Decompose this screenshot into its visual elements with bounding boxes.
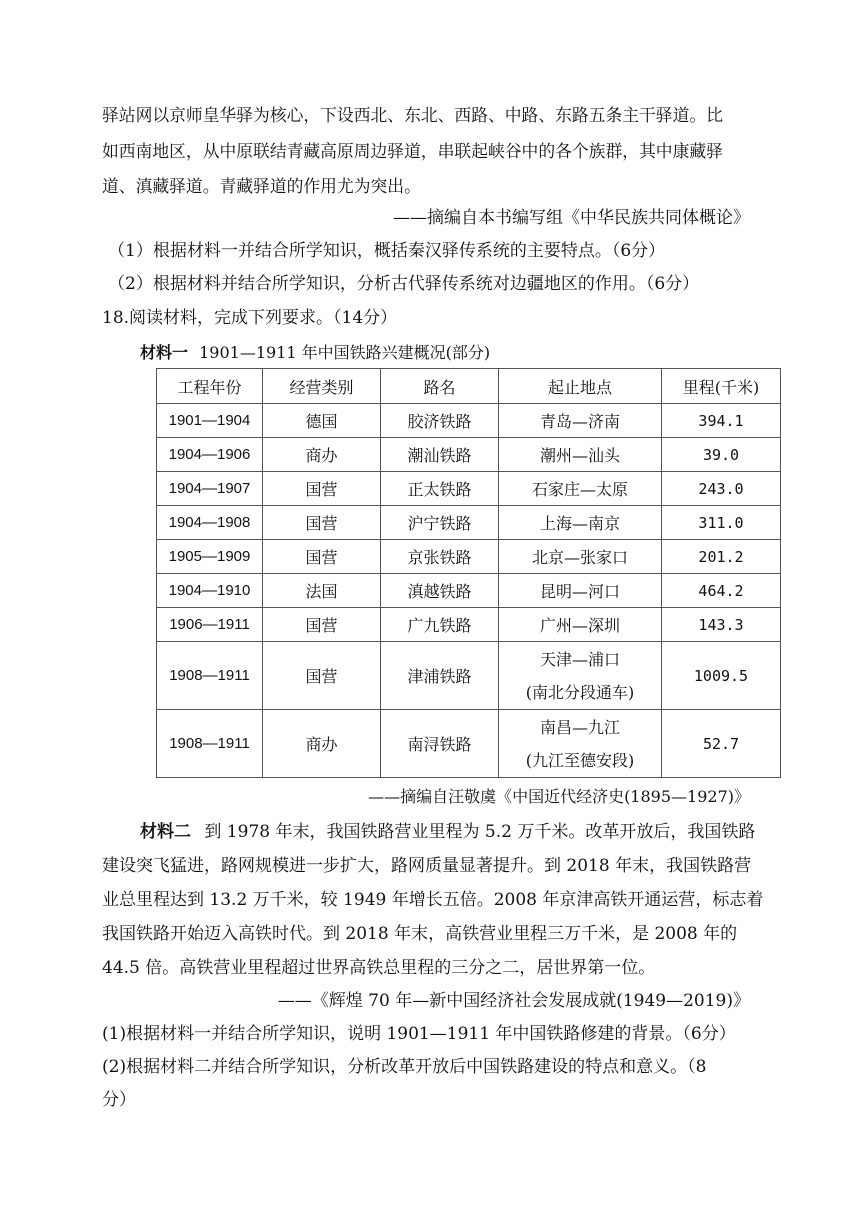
table-row bbox=[157, 608, 781, 642]
material-line-3: 道、滇藏驿道。青藏驿道的作用尤为突出。 bbox=[102, 176, 421, 196]
cell-km: 394.1 bbox=[662, 404, 781, 438]
cell-km: 39.0 bbox=[662, 438, 781, 472]
material-line-2: 如西南地区，从中原联结青藏高原周边驿道，串联起峡谷中的各个族群，其中康藏驿 bbox=[102, 141, 723, 161]
material-line-1: 驿站网以京师皇华驿为核心，下设西北、东北、西路、中路、东路五条主干驿道。比 bbox=[102, 105, 723, 125]
table-row bbox=[157, 438, 781, 472]
cell-type: 商办 bbox=[263, 710, 381, 778]
cell-km: 243.0 bbox=[662, 472, 781, 506]
cell-type: 国营 bbox=[263, 608, 381, 642]
cell-years: 1904—1906 bbox=[157, 438, 263, 472]
material2-line-5: 44.5 倍。高铁营业里程超过世界高铁总里程的三分之二，居世界第一位。 bbox=[102, 958, 656, 978]
material1-source: ——摘编自汪敬虞《中国近代经济史(1895—1927)》 bbox=[368, 787, 750, 806]
material2-label: 材料二 bbox=[140, 822, 191, 842]
column-header-name: 路名 bbox=[381, 369, 499, 404]
route-main: 天津—浦口 bbox=[539, 649, 620, 669]
cell-name: 正太铁路 bbox=[381, 472, 499, 506]
cell-route bbox=[499, 710, 662, 778]
table-header-row bbox=[157, 369, 781, 404]
cell-km: 201.2 bbox=[662, 540, 781, 574]
cell-type: 国营 bbox=[263, 472, 381, 506]
material1-title: 1901—1911 年中国铁路兴建概况(部分) bbox=[199, 343, 491, 362]
material2-line-1 bbox=[140, 824, 755, 841]
cell-years: 1906—1911 bbox=[157, 608, 263, 642]
cell-name: 京张铁路 bbox=[381, 540, 499, 574]
table-row bbox=[157, 642, 781, 710]
cell-type: 法国 bbox=[263, 574, 381, 608]
railway-table bbox=[156, 368, 781, 778]
q17-sub-question-1: （1）根据材料一并结合所学知识，概括秦汉驿传系统的主要特点。（6分） bbox=[108, 241, 666, 261]
material2-line-3: 业总里程达到 13.2 万千米，较 1949 年增长五倍。2008 年京津高铁开通运营，标志着 bbox=[102, 890, 764, 910]
cell-km: 52.7 bbox=[662, 710, 781, 778]
table-row bbox=[157, 710, 781, 778]
cell-km: 143.3 bbox=[662, 608, 781, 642]
cell-name: 胶济铁路 bbox=[381, 404, 499, 438]
q18-sub-question-2: (2)根据材料二并结合所学知识，分析改革开放后中国铁路建设的特点和意义。（8 bbox=[102, 1057, 707, 1077]
column-header-km: 里程(千米) bbox=[662, 369, 781, 404]
cell-years: 1904—1908 bbox=[157, 506, 263, 540]
material-source: ——摘编自本书编写组《中华民族共同体概论》 bbox=[393, 208, 750, 228]
cell-name: 南浔铁路 bbox=[381, 710, 499, 778]
table-row bbox=[157, 574, 781, 608]
column-header-type: 经营类别 bbox=[263, 369, 381, 404]
q18-sub-question-2-cont: 分） bbox=[102, 1090, 136, 1110]
cell-years: 1904—1907 bbox=[157, 472, 263, 506]
cell-route: 上海—南京 bbox=[499, 506, 662, 540]
route-main: 南昌—九江 bbox=[539, 717, 620, 737]
cell-type: 国营 bbox=[263, 642, 381, 710]
material1-label: 材料一 bbox=[140, 343, 189, 362]
cell-type: 德国 bbox=[263, 404, 381, 438]
cell-name: 津浦铁路 bbox=[381, 642, 499, 710]
cell-route: 潮州—汕头 bbox=[499, 438, 662, 472]
cell-route: 青岛—济南 bbox=[499, 404, 662, 438]
cell-route: 北京—张家口 bbox=[499, 540, 662, 574]
material2-line-4: 我国铁路开始迈入高铁时代。到 2018 年末，高铁营业里程三万千米，是 2008 年的 bbox=[102, 924, 738, 944]
cell-years: 1901—1904 bbox=[157, 404, 263, 438]
material1-title-line bbox=[140, 345, 490, 361]
cell-km: 1009.5 bbox=[662, 642, 781, 710]
cell-name: 广九铁路 bbox=[381, 608, 499, 642]
cell-years: 1908—1911 bbox=[157, 642, 263, 710]
table-row bbox=[157, 506, 781, 540]
cell-route: 广州—深圳 bbox=[499, 608, 662, 642]
material2-line-2: 建设突飞猛进，路网规模进一步扩大，路网质量显著提升。到 2018 年末，我国铁路营 bbox=[102, 856, 752, 876]
cell-name: 滇越铁路 bbox=[381, 574, 499, 608]
column-header-years: 工程年份 bbox=[157, 369, 263, 404]
route-note: (九江至德安段) bbox=[525, 750, 635, 770]
cell-type: 国营 bbox=[263, 540, 381, 574]
route-note: (南北分段通车) bbox=[525, 682, 635, 702]
cell-route: 石家庄—太原 bbox=[499, 472, 662, 506]
cell-years: 1904—1910 bbox=[157, 574, 263, 608]
table-row bbox=[157, 472, 781, 506]
table-row bbox=[157, 404, 781, 438]
q17-sub-question-2: （2）根据材料并结合所学知识，分析古代驿传系统对边疆地区的作用。（6分） bbox=[108, 274, 700, 294]
material2-text-1: 到 1978 年末，我国铁路营业里程为 5.2 万千米。改革开放后，我国铁路 bbox=[204, 822, 756, 842]
material2-source: ——《辉煌 70 年—新中国经济社会发展成就(1949—2019)》 bbox=[277, 991, 750, 1011]
cell-years: 1905—1909 bbox=[157, 540, 263, 574]
cell-type: 商办 bbox=[263, 438, 381, 472]
q18-heading: 18.阅读材料，完成下列要求。（14分） bbox=[102, 308, 398, 328]
cell-km: 311.0 bbox=[662, 506, 781, 540]
cell-name: 沪宁铁路 bbox=[381, 506, 499, 540]
cell-km: 464.2 bbox=[662, 574, 781, 608]
table-row bbox=[157, 540, 781, 574]
cell-name: 潮汕铁路 bbox=[381, 438, 499, 472]
column-header-route: 起止地点 bbox=[499, 369, 662, 404]
cell-years: 1908—1911 bbox=[157, 710, 263, 778]
cell-route: 昆明—河口 bbox=[499, 574, 662, 608]
q18-sub-question-1: (1)根据材料一并结合所学知识，说明 1901—1911 年中国铁路修建的背景。（6分） bbox=[102, 1024, 736, 1044]
cell-route bbox=[499, 642, 662, 710]
cell-type: 国营 bbox=[263, 506, 381, 540]
